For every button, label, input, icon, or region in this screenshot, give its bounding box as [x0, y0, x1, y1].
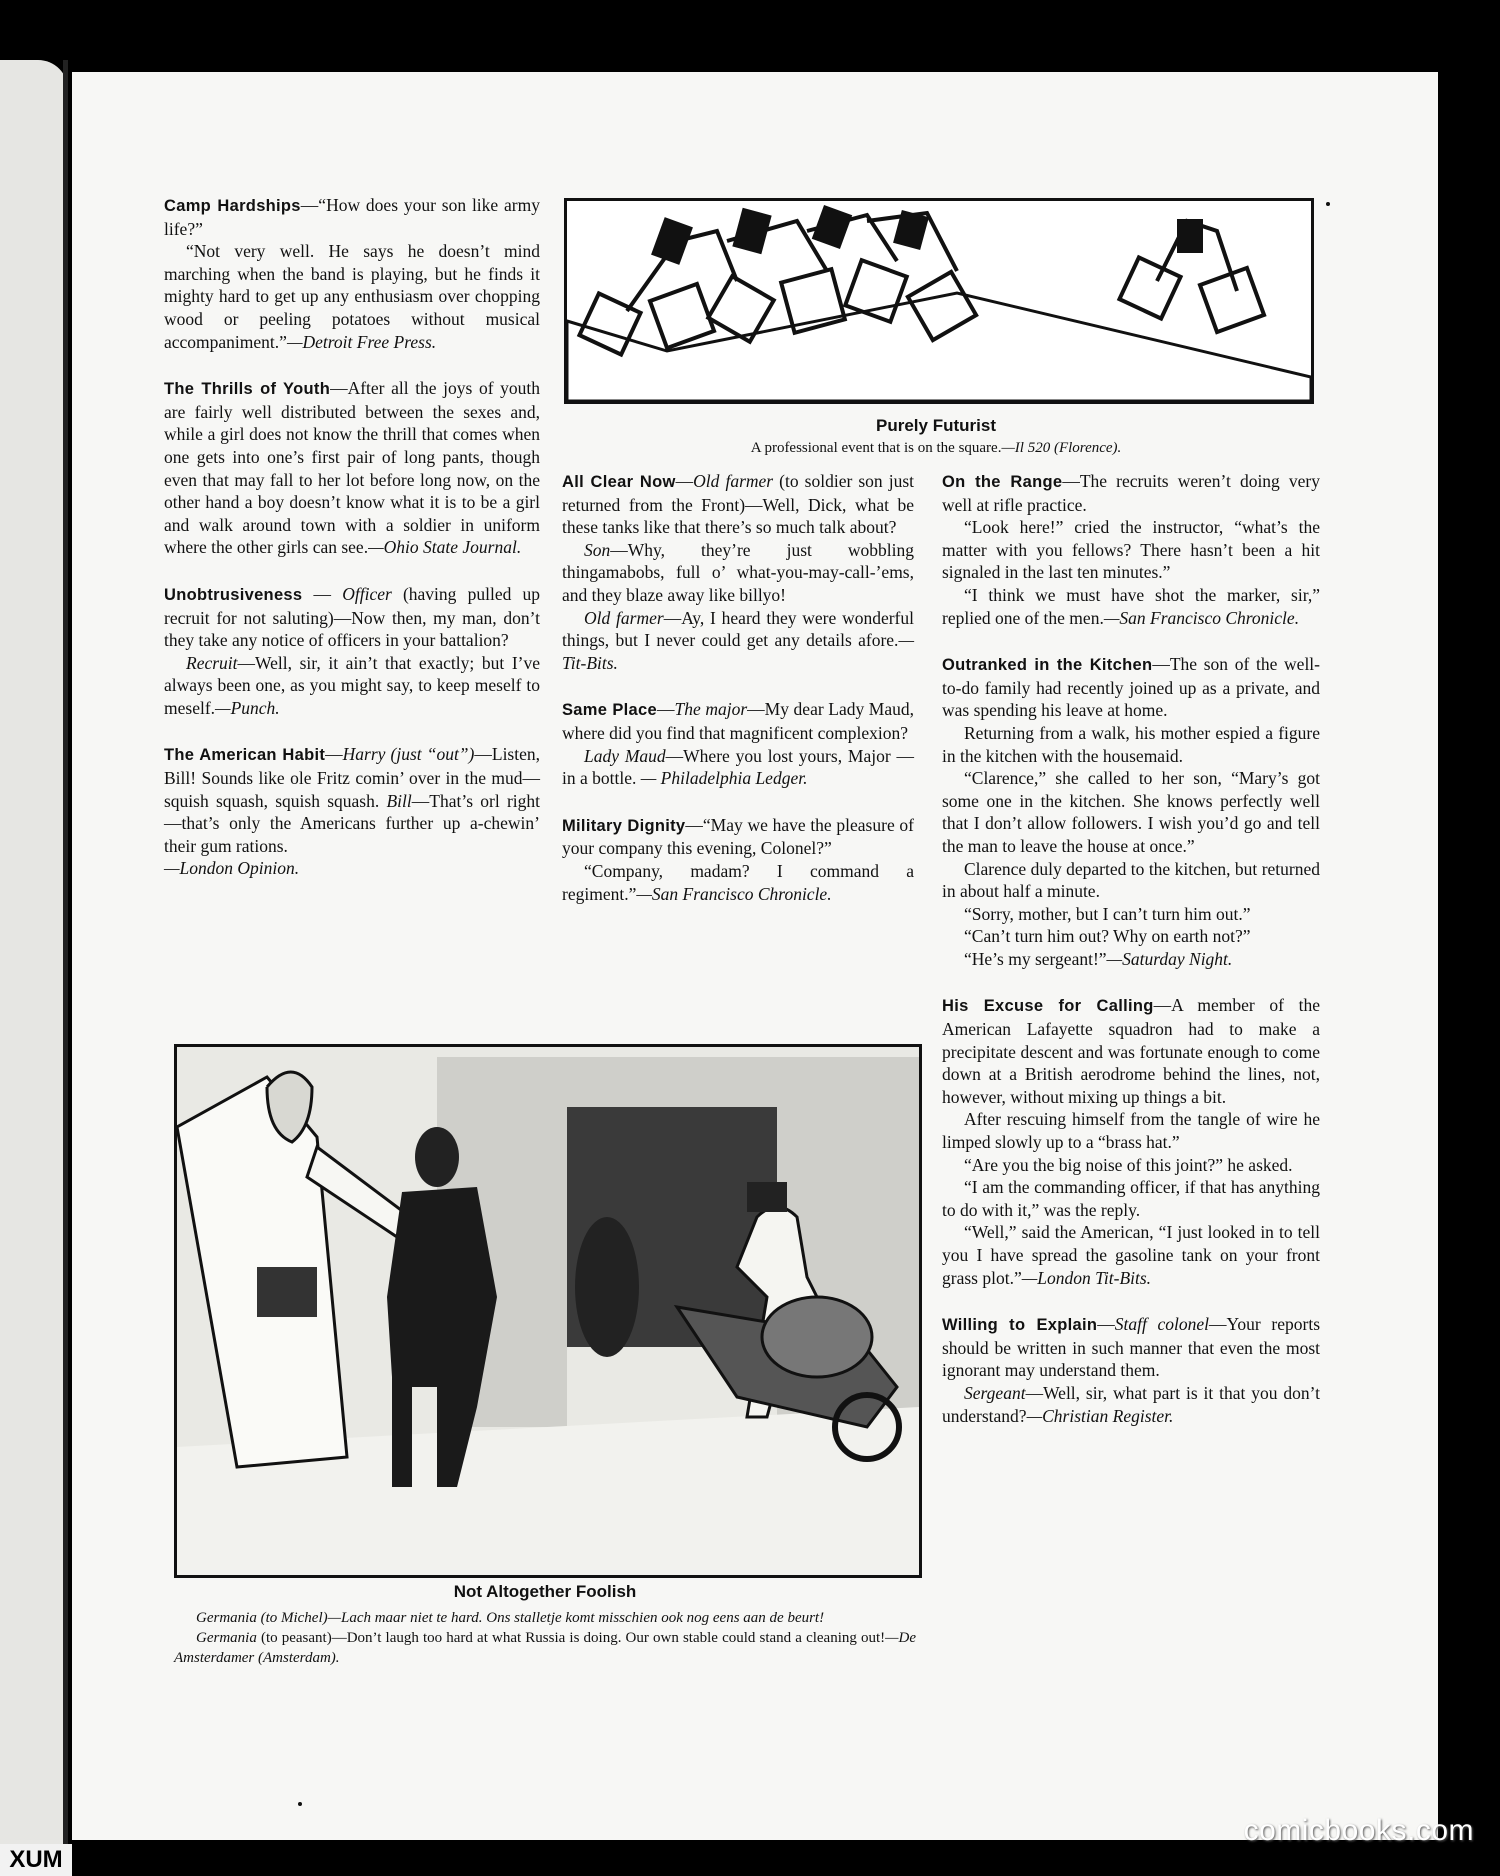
caption-speaker: Germania — [196, 1630, 257, 1646]
joke-heading: Willing to Explain — [942, 1316, 1098, 1335]
joke-excuse-for-calling — [942, 994, 1320, 1289]
joke-speaker: Harry (just “out”) — [342, 744, 475, 765]
joke-thrills-of-youth — [164, 377, 540, 559]
joke-speaker: Old farmer — [693, 471, 774, 491]
joke-all-clear-now — [562, 470, 914, 674]
joke-paragraph: “Sorry, mother, but I can’t turn him out.” — [964, 903, 1251, 924]
joke-paragraph: “I think we must have shot the marker, sir,” replied one of the men. — [942, 584, 1320, 628]
joke-paragraph: Clarence duly departed to the kitchen, but returned in about half a minute. — [942, 858, 1320, 902]
joke-reply: —Why, they’re just wobbling thingamabobs, full o’ what-you-may-call-’ems, and they blaze away like billyo! — [562, 539, 914, 605]
caption-speaker: Germania (to Michel) — [196, 1610, 328, 1626]
joke-willing-to-explain — [942, 1313, 1320, 1427]
joke-heading: All Clear Now — [562, 473, 676, 491]
caption-text: —Lach maar niet te hard. Ons stalletje komt misschien ook nog eens aan de beurt! — [327, 1610, 825, 1626]
joke-dash: — — [1097, 1314, 1115, 1335]
joke-body: —After all the joys of youth are fairly well distributed between the sexes and, while a girl does not know the thrill that comes when one gets into one’s first pair of long pants, though even that may fall to her lot before long now, on the other hand a boy doesn’t know what it is to be a girl and walk around town with a soldier in uniform where the other girls can see. — [164, 378, 541, 558]
joke-speaker: Old farmer — [584, 607, 664, 628]
joke-source: —Christian Register. — [1026, 1405, 1174, 1426]
joke-speaker: Bill — [386, 790, 412, 811]
joke-body: —Your reports should be written in such manner that even the most ignorant may understand them. — [942, 1314, 1321, 1381]
joke-paragraph: “Clarence,” she called to her son, “Mary’s got some one in the kitchen. She knows perfectly well that I don’t allow followers. I wish you’d go and tell the man to leave the house at once.” — [942, 768, 1320, 856]
joke-reply: —Where you lost yours, Major — in a bottle. — [562, 745, 914, 789]
caption-source: —Il 520 (Florence). — [1001, 440, 1122, 456]
joke-speaker: Son — [584, 539, 611, 560]
joke-military-dignity — [562, 814, 914, 905]
joke-on-the-range — [942, 470, 1320, 629]
joke-reply: “Company, madam? I command a regiment.” — [562, 860, 914, 904]
joke-source: —Ohio State Journal. — [368, 537, 522, 558]
joke-reply: —That’s orl right—that’s only the Americans further up a-chewin’ their gum rations. — [164, 790, 540, 856]
joke-reply: —Ay, I heard they were wonderful things, but I never could get any details afore. — [562, 607, 915, 651]
joke-heading: Unobtrusiveness — [164, 585, 303, 604]
cyclists-drawing — [567, 201, 1311, 401]
joke-source: —San Francisco Chronicle. — [636, 883, 832, 904]
joke-body: (having pulled up recruit for not saluting)—Now then, my man, don’t they take any notice of officers in your battalion? — [164, 583, 541, 651]
joke-paragraph: “I am the commanding officer, if that has anything to do with it,” was the reply. — [942, 1177, 1320, 1220]
joke-paragraph: “Can’t turn him out? Why on earth not?” — [964, 926, 1251, 947]
joke-body: —“How does your son like army life?” — [164, 195, 540, 239]
joke-body: (to soldier son just returned from the Front)—Well, Dick, what be these tanks like that there’s so much talk about? — [562, 471, 914, 538]
futurist-caption — [564, 438, 1308, 458]
joke-american-habit — [164, 743, 540, 880]
page-mark-dot — [298, 1802, 302, 1806]
joke-paragraph: “Look here!” cried the instructor, “what’s the matter with you fellows? There hasn’t been a hit signaled in the last ten minutes.” — [942, 517, 1320, 583]
stable-caption-title: Not Altogether Foolish — [453, 1582, 637, 1601]
middle-column — [562, 470, 914, 929]
joke-body: —The recruits weren’t doing very well at rifle practice. — [942, 471, 1321, 515]
joke-paragraph: “Well,” said the American, “I just looked in to tell you I have spread the gasoline tank on your front grass plot.” — [942, 1222, 1320, 1288]
joke-camp-hardships — [164, 194, 540, 353]
joke-source: — Philadelphia Ledger. — [636, 768, 808, 789]
page-mark-dot — [1326, 202, 1330, 206]
joke-outranked-in-kitchen — [942, 653, 1320, 970]
joke-body: —“May we have the pleasure of your company this evening, Colonel?” — [562, 814, 914, 859]
joke-speaker: Staff colonel — [1114, 1314, 1210, 1335]
joke-body: —My dear Lady Maud, where did you find that magnificent complexion? — [562, 699, 915, 743]
joke-body: —The son of the well-to-do family had recently joined up as a private, and was spending his leave at home. — [942, 654, 1321, 721]
caption-text: (to peasant)—Don’t laugh too hard at what Russia is doing. Our own stable could stand a cleaning out! — [256, 1630, 886, 1646]
joke-heading: The Thrills of Youth — [164, 380, 331, 399]
joke-reply: —Well, sir, what part is it that you don’t understand? — [942, 1382, 1320, 1426]
joke-source: —San Francisco Chronicle. — [1103, 607, 1300, 628]
joke-heading: Same Place — [562, 701, 657, 720]
joke-source: —London Tit-Bits. — [1021, 1267, 1152, 1288]
book-spine-edge — [0, 60, 68, 1860]
joke-heading: His Excuse for Calling — [942, 997, 1154, 1016]
joke-heading: Military Dignity — [562, 816, 686, 835]
joke-heading: On the Range — [942, 473, 1063, 491]
joke-dash: — — [675, 471, 694, 491]
joke-heading: The American Habit — [164, 746, 326, 765]
joke-paragraph: Returning from a walk, his mother espied a figure in the kitchen with the housemaid. — [942, 722, 1320, 766]
caption-source: —De Amsterdamer (Amsterdam). — [174, 1630, 916, 1666]
joke-speaker: Sergeant — [964, 1382, 1026, 1403]
joke-paragraph: “He’s my sergeant!” — [964, 948, 1107, 969]
joke-speaker: Lady Maud — [584, 745, 666, 766]
joke-dash: — — [302, 583, 343, 604]
joke-paragraph: “Are you the big noise of this joint?” he asked. — [964, 1154, 1293, 1175]
joke-speaker: Recruit — [186, 652, 238, 673]
joke-speaker: The major — [674, 699, 748, 720]
caption-line-dutch — [174, 1608, 916, 1628]
joke-unobtrusiveness — [164, 583, 540, 720]
joke-body: —A member of the American Lafayette squadron had to make a precipitate descent and was fortunate enough to come down at a British aerodrome behind the lines, not, however, without mixing up things a bit. — [942, 995, 1320, 1107]
joke-same-place — [562, 698, 914, 789]
joke-dash: — — [656, 699, 675, 720]
right-column — [942, 470, 1320, 1451]
joke-source: —London Opinion. — [164, 858, 300, 879]
joke-speaker: Officer — [342, 583, 392, 604]
caption-line-english — [174, 1628, 916, 1668]
joke-dash: — — [325, 744, 343, 765]
futurist-cyclists-illustration — [564, 198, 1314, 404]
joke-paragraph: “Not very well. He says he doesn’t mind marching when the band is playing, but he finds it mighty hard to get up any enthusiasm over chopping wood or peeling potatoes without musical accompaniment.” — [164, 241, 540, 352]
joke-body: —Listen, Bill! Sounds like ole Fritz comin’ over in the mud—squish squash, squish squash. — [164, 744, 540, 811]
stable-cartoon-illustration — [174, 1044, 922, 1578]
joke-paragraph: After rescuing himself from the tangle of wire he limped slowly up to a “brass hat.” — [942, 1109, 1320, 1153]
site-watermark: comicbooks.com — [1243, 1814, 1474, 1847]
joke-source: —Saturday Night. — [1106, 948, 1233, 969]
left-column — [164, 194, 540, 904]
stable-caption — [174, 1608, 916, 1668]
joke-heading: Camp Hardships — [164, 197, 301, 215]
futurist-caption-title: Purely Futurist — [876, 416, 996, 435]
magazine-page — [72, 72, 1438, 1840]
joke-source: —Tit-Bits. — [562, 630, 914, 673]
joke-heading: Outranked in the Kitchen — [942, 656, 1153, 675]
joke-reply: —Well, sir, it ain’t that exactly; but I’ve always been one, as you might say, to keep meself to meself. — [164, 652, 540, 718]
caption-text: A professional event that is on the square. — [750, 440, 1002, 456]
joke-source: —Detroit Free Press. — [286, 331, 437, 352]
stable-scene-drawing — [177, 1047, 919, 1575]
corner-label: XUM — [0, 1844, 72, 1876]
joke-source: —Punch. — [215, 697, 280, 718]
